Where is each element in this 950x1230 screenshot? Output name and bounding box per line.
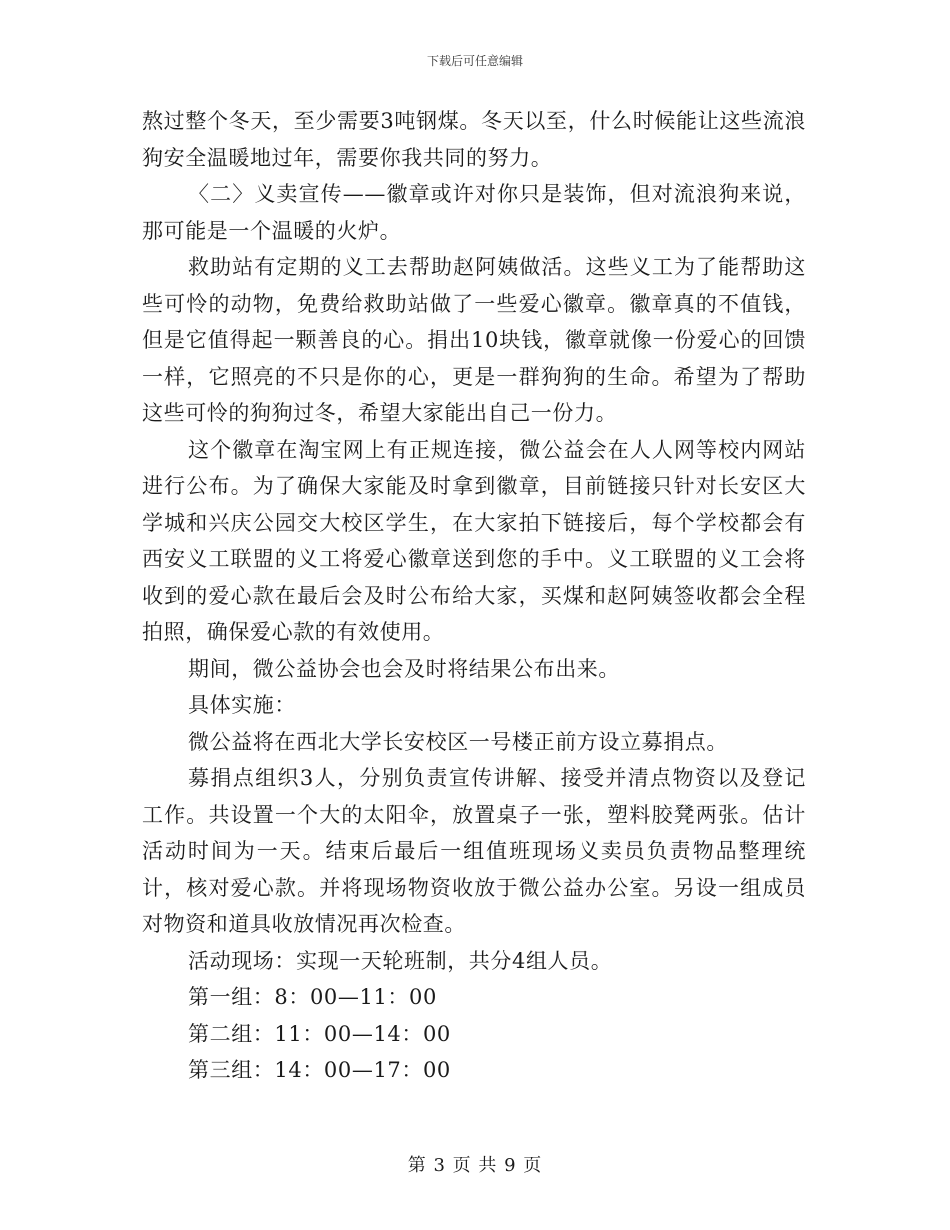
paragraph: 微公益将在西北大学长安校区一号楼正前方设立募捐点。: [188, 729, 728, 754]
page-header: 下载后可任意编辑: [426, 54, 523, 68]
paragraph: 熬过整个冬天，至少需要3吨钢煤。冬天以至，什么时候能让这些流浪狗安全温暖地过年，需要你我共同的努力。: [142, 109, 806, 170]
paragraph: 期间，微公益协会也会及时将结果公布出来。: [188, 656, 620, 681]
paragraph: 活动现场：实现一天轮班制，共分4组人员。: [188, 948, 613, 973]
paragraph: 具体实施：: [188, 693, 296, 717]
paragraph: 募捐点组织3人，分别负责宣传讲解、接受并清点物资以及登记工作。共设置一个大的太阳伞，放置桌子一张，塑料胶凳两张。估计活动时间为一天。结束后最后一组值班现场义卖员负责物品整理统计，核对爱心款。并将现场物资收放于微公益办公室。另设一组成员对物资和道具收放情况再次检查。: [142, 766, 806, 936]
document-body: [142, 103, 806, 1089]
paragraph: 〈二〉义卖宣传——徽章或许对你只是装饰，但对流浪狗来说，那可能是一个温暖的火炉。: [142, 182, 806, 243]
schedule-line: 第一组：8：00—11：00: [188, 985, 437, 1009]
paragraph: 救助站有定期的义工去帮助赵阿姨做活。这些义工为了能帮助这些可怜的动物，免费给救助站做了一些爱心徽章。徽章真的不值钱，但是它值得起一颗善良的心。捐出10块钱，徽章就像一份爱心的回馈一样，它照亮的不只是你的心，更是一群狗狗的生命。希望为了帮助这些可怜的狗狗过冬，希望大家能出自己一份力。: [142, 255, 806, 425]
schedule-line: 第二组：11：00—14：00: [188, 1021, 451, 1046]
schedule-line: 第三组：14：00—17：00: [188, 1058, 451, 1082]
page-number: 第 3 页 共 9 页: [407, 1155, 543, 1176]
paragraph: 这个徽章在淘宝网上有正规连接，微公益会在人人网等校内网站进行公布。为了确保大家能及时拿到徽章，目前链接只针对长安区大学城和兴庆公园交大校区学生，在大家拍下链接后，每个学校都会有西安义工联盟的义工将爱心徽章送到您的手中。义工联盟的义工会将收到的爱心款在最后会及时公布给大家，买煤和赵阿姨签收都会全程拍照，确保爱心款的有效使用。: [142, 437, 806, 644]
